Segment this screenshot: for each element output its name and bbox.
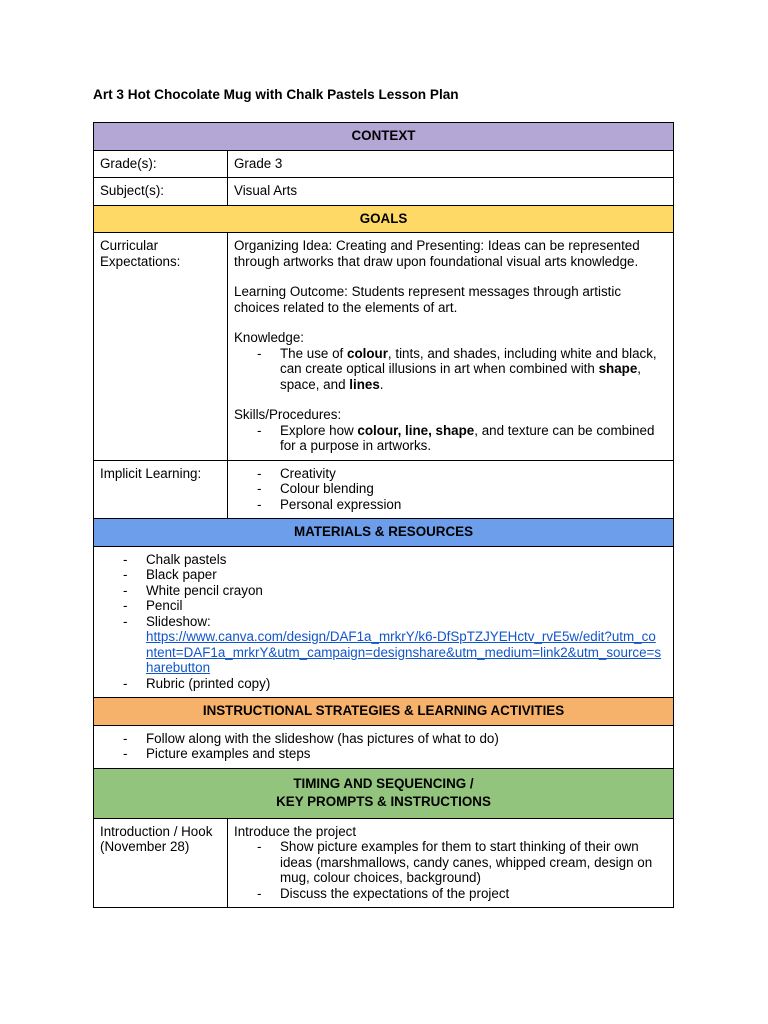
curricular-row <box>94 233 674 461</box>
timing-header-line1: TIMING AND SEQUENCING / <box>293 775 474 791</box>
skills-item: - Explore how colour, line, shape, and texture can be combined for a purpose in artworks. <box>234 423 667 454</box>
strategies-content <box>94 725 674 768</box>
knowledge-item: - The use of colour, tints, and shades, including white and black, can create optical illusions in art when combined with shape, space, and lines. <box>234 346 667 393</box>
intro-content <box>228 818 674 908</box>
timing-header <box>94 768 674 818</box>
materials-content <box>94 546 674 698</box>
intro-label-line1: Introduction / Hook <box>100 823 213 839</box>
skills-list <box>234 423 667 454</box>
curricular-label: Curricular Expectations: <box>94 233 228 461</box>
document-title: Art 3 Hot Chocolate Mug with Chalk Pastels Lesson Plan <box>93 87 459 102</box>
list-item: - Chalk pastels <box>100 552 663 568</box>
curricular-content <box>228 233 674 461</box>
grade-label: Grade(s): <box>94 150 228 178</box>
implicit-content <box>228 460 674 519</box>
materials-header-row <box>94 519 674 547</box>
strategies-list <box>100 731 667 762</box>
goals-header-row <box>94 205 674 233</box>
slideshow-label: - Slideshow: <box>146 613 211 629</box>
materials-list <box>100 552 663 692</box>
skills-block <box>234 407 667 454</box>
learning-outcome: Learning Outcome: Students represent messages through artistic choices related to the elements of art. <box>234 284 622 315</box>
implicit-label: Implicit Learning: <box>94 460 228 519</box>
subject-label: Subject(s): <box>94 178 228 206</box>
grade-row <box>94 150 674 178</box>
intro-text: Introduce the project <box>234 823 357 839</box>
goals-header: GOALS <box>94 205 674 233</box>
implicit-row <box>94 460 674 519</box>
subject-value: Visual Arts <box>228 178 674 206</box>
list-item: - Personal expression <box>234 497 667 513</box>
organizing-idea: Organizing Idea: Creating and Presenting: Ideas can be represented through artworks that draw upon foundational visual arts knowledge. <box>234 238 640 269</box>
intro-label-line2: (November 28) <box>100 839 190 854</box>
list-item: - Rubric (printed copy) <box>100 676 663 692</box>
knowledge-block <box>234 330 667 392</box>
strategies-header-row <box>94 698 674 726</box>
list-item: - Follow along with the slideshow (has pictures of what to do) <box>100 731 667 747</box>
list-item: - Show picture examples for them to start thinking of their own ideas (marshmallows, candy canes, whipped cream, design on mug, colour choices, background) <box>234 839 667 886</box>
implicit-list <box>234 466 667 513</box>
grade-value: Grade 3 <box>228 150 674 178</box>
context-header: CONTEXT <box>94 123 674 151</box>
strategies-header: INSTRUCTIONAL STRATEGIES & LEARNING ACTIVITIES <box>94 698 674 726</box>
lesson-plan-table <box>93 122 674 908</box>
timing-header-line2: KEY PROMPTS & INSTRUCTIONS <box>276 793 491 809</box>
intro-label <box>94 818 228 908</box>
slideshow-item <box>100 614 663 676</box>
materials-header: MATERIALS & RESOURCES <box>94 519 674 547</box>
skills-label: Skills/Procedures: <box>234 407 342 422</box>
list-item: - Pencil <box>100 598 663 614</box>
list-item: - Creativity <box>234 466 667 482</box>
slideshow-link[interactable]: https://www.canva.com/design/DAF1a_mrkrY/k6-DfSpTZJYEHctv_rvE5w/edit?utm_content=DAF1a_mrkrY&utm_campaign=designshare&utm_medium=link2&utm_source=sharebutton <box>146 629 662 675</box>
list-item: - White pencil crayon <box>100 583 663 599</box>
intro-list <box>234 839 667 901</box>
subject-row <box>94 178 674 206</box>
timing-header-row <box>94 768 674 818</box>
list-item: - Picture examples and steps <box>100 746 667 762</box>
list-item: - Colour blending <box>234 481 667 497</box>
materials-row <box>94 546 674 698</box>
list-item: - Discuss the expectations of the project <box>234 886 667 902</box>
context-header-row <box>94 123 674 151</box>
list-item: - Black paper <box>100 567 663 583</box>
intro-row <box>94 818 674 908</box>
strategies-row <box>94 725 674 768</box>
knowledge-label: Knowledge: <box>234 330 304 345</box>
knowledge-list <box>234 346 667 393</box>
